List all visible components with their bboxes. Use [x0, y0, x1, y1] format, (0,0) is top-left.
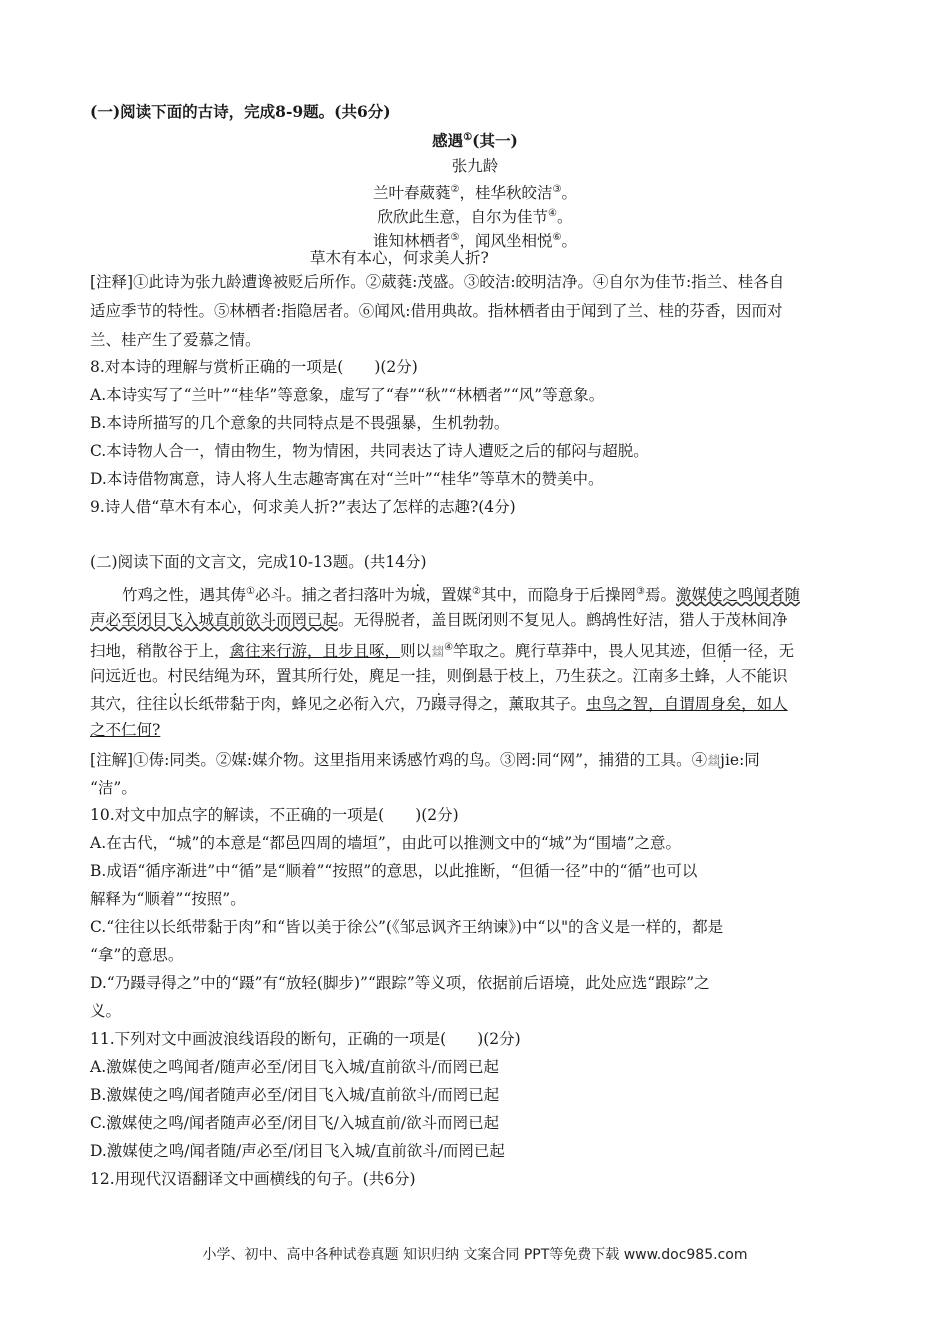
wavy-underlined-text: 激媒使之鸣闻者随 — [676, 586, 801, 605]
poem-line: 草木有本心，何求美人折? — [310, 249, 489, 267]
note-line: 适应季节的特性。⑤林栖者:指隐居者。⑥闻风:借用典故。指林栖者由于闻到了兰、桂的芬香，因而对 — [90, 302, 783, 320]
note-sup: ④ — [444, 642, 454, 653]
option-10: “拿”的意思。 — [90, 946, 184, 964]
passage-line — [90, 606, 862, 634]
poem-text: 欣欣此生意，自尔为佳节 — [377, 208, 549, 227]
option-8c: C.本诗物人合一，情由物生，物为情困，共同表达了诗人遭贬之后的郁闷与超脱。 — [90, 442, 649, 460]
passage-text: 竹鸡之性，遇其俦 — [122, 586, 247, 605]
option-10: B.成语“循序渐进”中“循”是“顺着”“按照”的意思，以此推断，“但循一径”中的“循”也可以 — [90, 862, 698, 880]
passage-text: 必斗。捕之者扫落叶为 — [254, 586, 410, 605]
passage-text: 长纸带黏于肉，蜂见之必衔入穴，乃 — [183, 695, 432, 713]
passage-text: 其穴，往往 — [90, 695, 168, 713]
note-text: [注解]①俦:同类。②媒:媒介物。这里指用来诱感竹鸡的鸟。③罔:同“网”，捕猎的工具。④ — [90, 751, 708, 769]
passage-text: 一径，无 — [732, 642, 795, 661]
note-text: jie:同 — [720, 751, 760, 769]
poem-text: ，闻风坐相悦 — [459, 232, 553, 251]
poem-title-sup: ① — [463, 132, 473, 143]
option-10: 义。 — [90, 1002, 122, 1020]
poem-sup: ④ — [548, 208, 557, 219]
passage-line — [90, 690, 862, 718]
poem-title — [0, 124, 950, 155]
note-line: “洁”。 — [90, 779, 137, 797]
passage-text: 焉。 — [644, 586, 676, 605]
question-8: 8.对本诗的理解与赏析正确的一项是( )(2分) — [90, 358, 418, 376]
question-11: 11.下列对文中画波浪线语段的断句，正确的一项是( )(2分) — [90, 1030, 521, 1048]
dotted-char: 循 — [716, 642, 733, 661]
passage-text: 竿取之。麂行草莽中，畏人见其迹，但 — [453, 642, 717, 661]
note-line: [注释]①此诗为张九龄遭谗被贬后所作。②葳蕤:茂盛。③皎洁:皎明洁净。④自尔为佳节:指兰、桂各自 — [90, 273, 785, 291]
option-10: D.“乃蹑寻得之”中的“蹑”有“放轻(脚步)”“跟踪”等义项，依据前后语境，此处应选“跟踪”之 — [90, 974, 710, 992]
poem-sup: ③ — [552, 184, 562, 195]
option-10: 解释为“顺着”“按照”。 — [90, 890, 246, 908]
option-10: C.“往往以长纸带黏于肉”和“皆以美于徐公”(《邹忌讽齐王纳谏》)中“以"的含义是一样的，都是 — [90, 918, 724, 936]
passage-text: 。无得脱者，盖目既闭则不复见人。鹧鸪性好洁，猎人于茂林间净 — [338, 611, 788, 629]
passage-text: ，置媒 — [425, 586, 473, 605]
note-line — [90, 746, 862, 776]
option-8a: A.本诗实写了“兰叶”“桂华”等意象，虚写了“春”“秋”“林栖者”“风”等意象。 — [90, 386, 605, 404]
rare-glyph: 𢇍 — [707, 754, 721, 769]
dotted-char: 以 — [167, 695, 184, 713]
poem-text: 。 — [561, 184, 577, 203]
poem-sup: ⑥ — [552, 232, 562, 243]
note-line: 兰、桂产生了爱慕之情。 — [90, 331, 261, 349]
option-8d: D.本诗借物寓意，诗人将人生志趣寄寓在对“兰叶”“桂华”等草木的赞美中。 — [90, 470, 604, 488]
poem-text: ，桂华秋皎洁 — [459, 184, 553, 203]
passage-line — [90, 578, 862, 609]
note-sup: ① — [246, 586, 255, 597]
option-10: A.在古代，“城”的本意是“都邑四周的墙垣”，由此可以推测文中的“城”为“围墙”之意。 — [90, 834, 682, 852]
underlined-text: 禽往来行游，且步且啄， — [229, 642, 401, 661]
page-footer: 小学、初中、高中各种试卷真题 知识归纳 文案合同 PPT等免费下载 www.doc985.com — [202, 1247, 748, 1263]
underlined-text: 虫鸟之智，自谓周身矣，如人 — [586, 695, 788, 713]
option-11d: D.激媒使之鸣/闻者随/声必至/闭目飞入城/直前欲斗/而罔已起 — [90, 1142, 505, 1160]
underlined-text: 之不仁何? — [90, 721, 161, 739]
passage-text: 扫地，稍散谷于上， — [90, 642, 230, 661]
option-8b: B.本诗所描写的几个意象的共同特点是不畏强暴，生机勃勃。 — [90, 414, 510, 432]
section2-heading: (二)阅读下面的文言文，完成10-13题。(共14分) — [90, 553, 427, 571]
poem-title-suffix: (其一) — [472, 131, 518, 151]
poem-text: 兰叶春葳蕤 — [373, 184, 451, 203]
poem-author: 张九龄 — [451, 157, 499, 175]
poem-sup: ② — [450, 184, 460, 195]
passage-text: 则以 — [400, 642, 432, 661]
poem-text: 。 — [561, 232, 577, 251]
rare-glyph: 𢇍 — [431, 645, 445, 661]
option-11b: B.激媒使之鸣/闻者随声必至/闭目飞入城/直前欲斗/而罔已起 — [90, 1086, 500, 1104]
passage-text: 其中，而隐身于后操罔 — [481, 586, 637, 605]
poem-text: 谁知林栖者 — [373, 232, 451, 251]
poem-title-text: 感遇 — [432, 131, 464, 151]
note-sup: ③ — [636, 586, 645, 597]
passage-text: 寻得之，薰取其子。 — [446, 695, 587, 713]
dotted-char: 蹑 — [431, 695, 447, 713]
passage-line: 问远近也。村民结绳为环，置其所行处，麂足一挂，则倒悬于枝上，乃生获之。江南多土蜂，人不能识 — [90, 667, 788, 685]
poem-sup: ⑤ — [450, 232, 460, 243]
poem-text: 。 — [556, 208, 573, 227]
section1-heading: (一)阅读下面的古诗，完成8-9题。(共6分) — [90, 102, 391, 121]
question-10: 10.对文中加点字的解读，不正确的一项是( )(2分) — [90, 806, 459, 824]
passage-line — [90, 716, 862, 744]
option-11c: C.激媒使之鸣/闻者随声必至/闭目飞/入城直前/欲斗而罔已起 — [90, 1114, 500, 1132]
wavy-underlined-text: 声必至闭目飞入城直前欲斗而罔已起 — [90, 611, 339, 629]
dotted-char: 城 — [410, 586, 426, 605]
question-12: 12.用现代汉语翻译文中画横线的句子。(共6分) — [90, 1170, 416, 1188]
question-9: 9.诗人借“草木有本心，何求美人折?”表达了怎样的志趣?(4分) — [90, 498, 516, 516]
note-sup: ② — [472, 586, 481, 597]
option-11a: A.激媒使之鸣闻者/随声必至/闭目飞入城/直前欲斗/而罔已起 — [90, 1058, 500, 1076]
